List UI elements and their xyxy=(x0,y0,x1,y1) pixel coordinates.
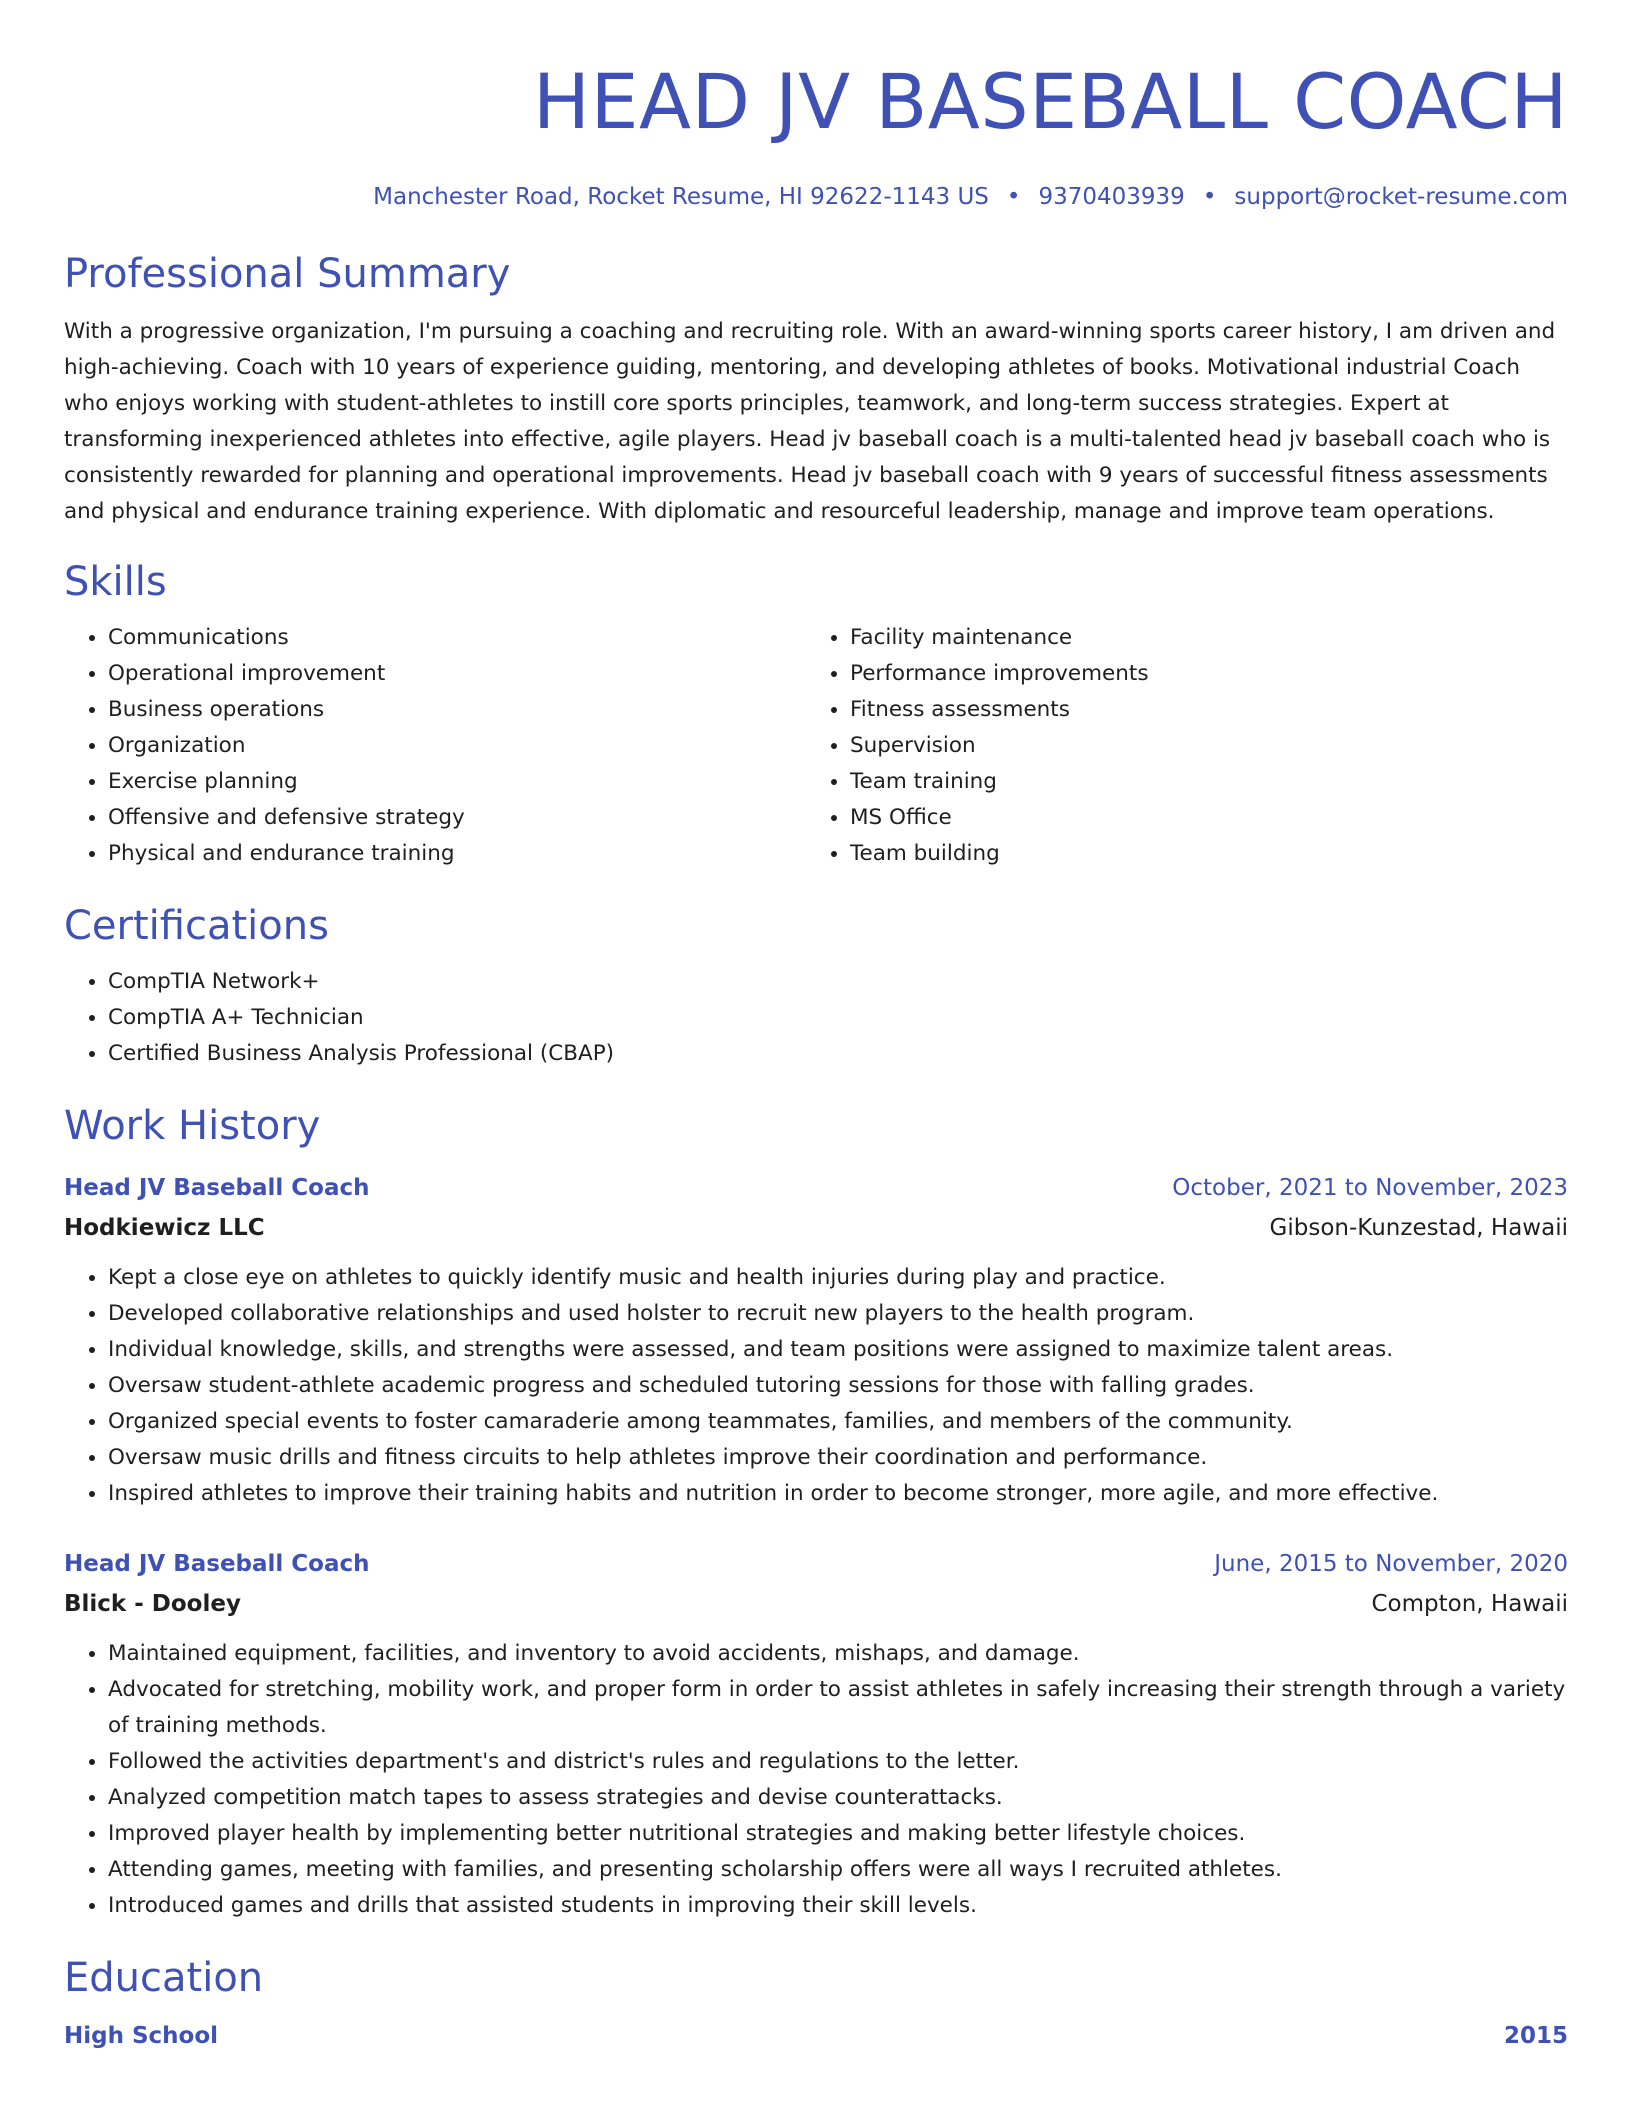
job-header-row xyxy=(64,1544,1568,1584)
skill-item: • Exercise planning xyxy=(108,764,806,800)
job-duty-item: • Oversaw student-athlete academic progress and scheduled tutoring sessions for those with falling grades. xyxy=(108,1368,1568,1404)
certification-item: • Certified Business Analysis Professional (CBAP) xyxy=(108,1036,1568,1072)
address-text: Manchester Road, Rocket Resume, HI 92622-1143 US xyxy=(373,184,989,210)
skills-list xyxy=(64,620,1568,872)
job-header-row xyxy=(64,1168,1568,1208)
job-location: Gibson-Kunzestad, Hawaii xyxy=(1269,1215,1568,1241)
separator-dot: • xyxy=(1006,184,1021,210)
job-duty-item: • Maintained equipment, facilities, and inventory to avoid accidents, mishaps, and damage. xyxy=(108,1636,1568,1672)
resume-header xyxy=(64,56,1568,212)
certification-item: • CompTIA A+ Technician xyxy=(108,1000,1568,1036)
education-year: 2015 xyxy=(1503,2023,1568,2049)
summary-text: With a progressive organization, I'm pursuing a coaching and recruiting role. With an award-winning sports career history, I am driven and high-achieving. Coach with 10 years of experience guiding, mentoring, and developing athletes of books. Motivational industrial Coach who enjoys working with student-athletes to instill core sports principles, teamwork, and long-term success strategies. Expert at transforming inexperienced athletes into effective, agile players. Head jv baseball coach is a multi-talented head jv baseball coach who is consistently rewarded for planning and operational improvements. Head jv baseball coach with 9 years of successful fitness assessments and physical and endurance training experience. With diplomatic and resourceful leadership, manage and improve team operations. xyxy=(64,319,1556,524)
skills-column-left xyxy=(64,620,806,872)
company-name: Blick - Dooley xyxy=(64,1591,241,1617)
skill-item: • Facility maintenance xyxy=(850,620,1548,656)
education-entry xyxy=(64,2016,1568,2056)
skill-item: • Team building xyxy=(850,836,1548,872)
certifications-heading: Certifications xyxy=(64,903,329,949)
job-duty-item: • Oversaw music drills and fitness circuits to help athletes improve their coordination and performance. xyxy=(108,1440,1568,1476)
job-duty-item: • Inspired athletes to improve their training habits and nutrition in order to become stronger, more agile, and more effective. xyxy=(108,1476,1568,1512)
contact-line xyxy=(64,182,1568,212)
email-link[interactable]: support@rocket-resume.com xyxy=(1234,184,1568,210)
certifications-list xyxy=(64,964,1568,1072)
skill-item: • Organization xyxy=(108,728,806,764)
skill-item: • Performance improvements xyxy=(850,656,1548,692)
education-heading: Education xyxy=(64,1955,264,2001)
skill-item: • Operational improvement xyxy=(108,656,806,692)
job-dates: October, 2021 to November, 2023 xyxy=(1172,1175,1568,1201)
job-duty-item: • Organized special events to foster camaraderie among teammates, families, and members of the community. xyxy=(108,1404,1568,1440)
skill-item: • MS Office xyxy=(850,800,1548,836)
job-duty-item: • Individual knowledge, skills, and strengths were assessed, and team positions were assigned to maximize talent areas. xyxy=(108,1332,1568,1368)
work-history-heading: Work History xyxy=(64,1103,321,1149)
job-duty-item: • Kept a close eye on athletes to quickly identify music and health injuries during play and practice. xyxy=(108,1260,1568,1296)
job-duties-list xyxy=(64,1260,1568,1512)
job-dates: June, 2015 to November, 2020 xyxy=(1214,1551,1568,1577)
skill-item: • Supervision xyxy=(850,728,1548,764)
skill-item: • Team training xyxy=(850,764,1548,800)
candidate-name: HEAD JV BASEBALL COACH xyxy=(532,57,1568,146)
skill-item: • Fitness assessments xyxy=(850,692,1548,728)
job-entry xyxy=(64,1168,1568,1512)
job-duties-list xyxy=(64,1636,1568,1924)
skill-item: • Offensive and defensive strategy xyxy=(108,800,806,836)
job-company-row xyxy=(64,1584,1568,1624)
job-company-row xyxy=(64,1208,1568,1248)
skill-item: • Communications xyxy=(108,620,806,656)
job-duty-item: • Advocated for stretching, mobility work, and proper form in order to assist athletes in safely increasing their strength through a variety of training methods. xyxy=(108,1672,1568,1744)
skill-item: • Physical and endurance training xyxy=(108,836,806,872)
job-title: Head JV Baseball Coach xyxy=(64,1175,370,1201)
skill-item: • Business operations xyxy=(108,692,806,728)
phone-text: 9370403939 xyxy=(1038,184,1185,210)
certification-item: • CompTIA Network+ xyxy=(108,964,1568,1000)
job-duty-item: • Analyzed competition match tapes to assess strategies and devise counterattacks. xyxy=(108,1780,1568,1816)
job-duty-item: • Developed collaborative relationships and used holster to recruit new players to the health program. xyxy=(108,1296,1568,1332)
job-entry xyxy=(64,1544,1568,1924)
job-location: Compton, Hawaii xyxy=(1371,1591,1568,1617)
summary-heading: Professional Summary xyxy=(64,251,511,297)
job-duty-item: • Followed the activities department's and district's rules and regulations to the letter. xyxy=(108,1744,1568,1780)
job-duty-item: • Introduced games and drills that assisted students in improving their skill levels. xyxy=(108,1888,1568,1924)
company-name: Hodkiewicz LLC xyxy=(64,1215,265,1241)
education-degree: High School xyxy=(64,2023,219,2049)
skills-heading: Skills xyxy=(64,559,167,605)
skills-column-right xyxy=(806,620,1548,872)
job-title: Head JV Baseball Coach xyxy=(64,1551,370,1577)
separator-dot: • xyxy=(1202,184,1217,210)
job-duty-item: • Attending games, meeting with families, and presenting scholarship offers were all ways I recruited athletes. xyxy=(108,1852,1568,1888)
job-duty-item: • Improved player health by implementing better nutritional strategies and making better lifestyle choices. xyxy=(108,1816,1568,1852)
